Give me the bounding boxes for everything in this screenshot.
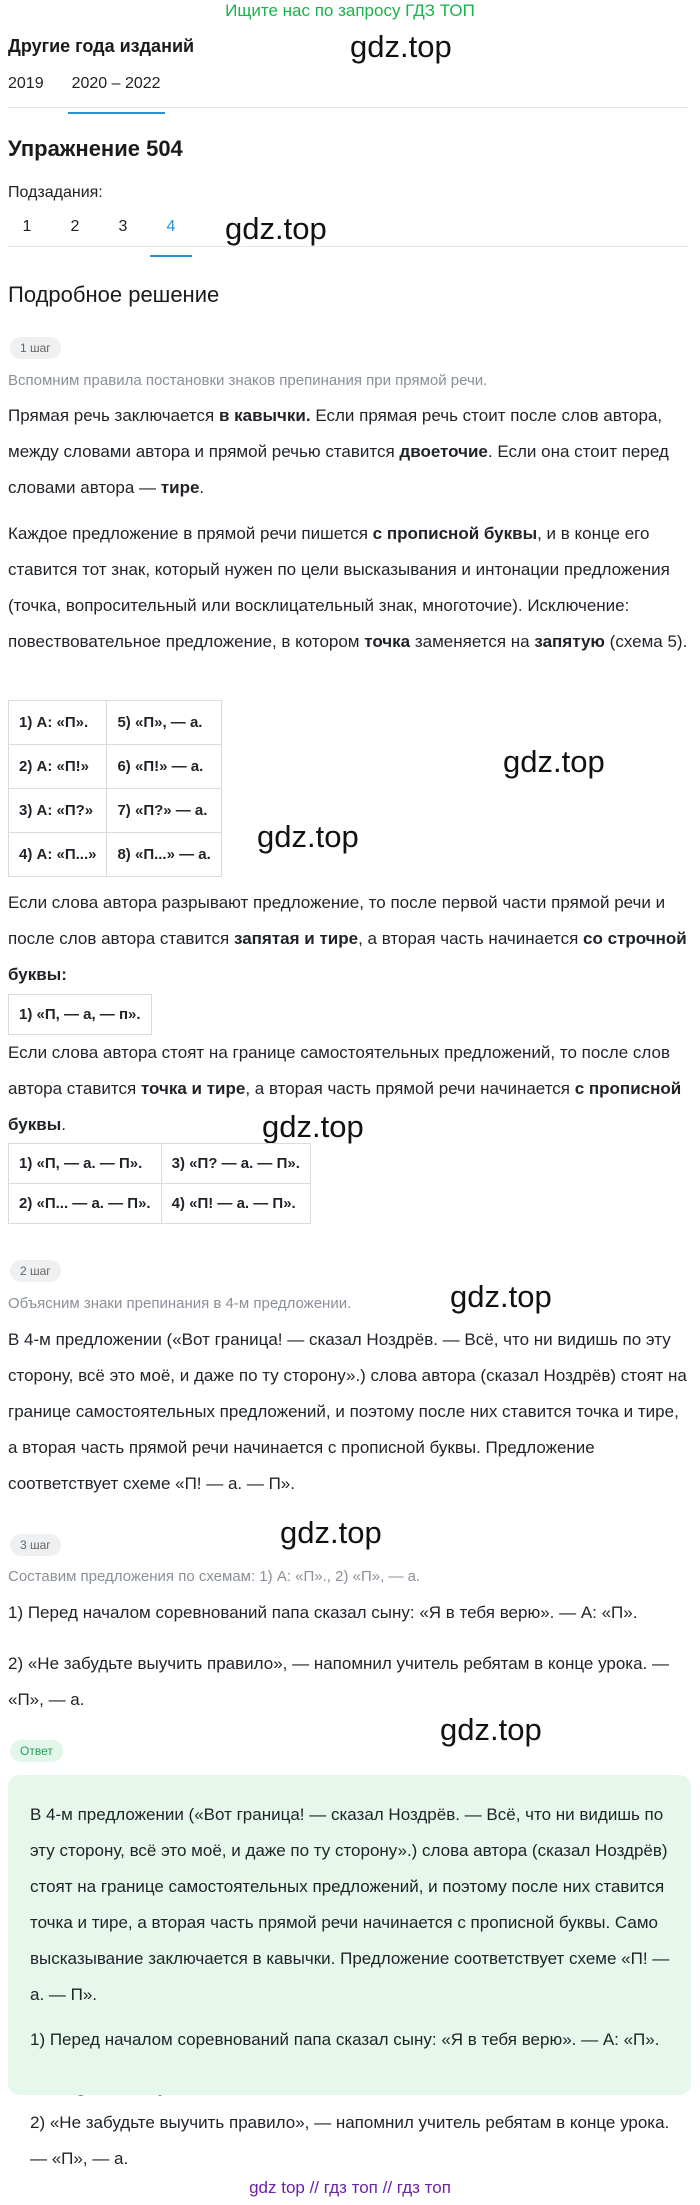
- schema-cell: 4) А: «П...»: [9, 833, 107, 877]
- watermark: gdz.top: [350, 29, 452, 64]
- schema-cell: 3) «П? — а. — П».: [161, 1144, 310, 1184]
- years-heading: Другие года изданий: [8, 36, 195, 56]
- divider: [8, 246, 688, 247]
- schema-cell: 2) А: «П!»: [9, 745, 107, 789]
- watermark: gdz.top: [280, 1515, 382, 1550]
- step-hint: Вспомним правила постановки знаков препинания при прямой речи.: [8, 372, 488, 389]
- tab-year-2020-2022[interactable]: 2020 – 2022: [72, 70, 161, 114]
- bold-term: запятую: [534, 632, 605, 651]
- bold-term: с прописной буквы: [8, 1079, 682, 1134]
- schema-cell: 7) «П?» — а.: [107, 789, 221, 833]
- schema-table-1: [8, 700, 222, 877]
- schema-cell: 6) «П!» — а.: [107, 745, 221, 789]
- bold-term: точка: [364, 632, 411, 651]
- search-banner: Ищите нас по запросу ГДЗ ТОП: [225, 1, 475, 20]
- paragraph: 1) Перед началом соревнований папа сказал сыну: «Я в тебя верю». — А: «П».: [8, 1603, 638, 1622]
- step-hint: Составим предложения по схемам: 1) А: «П»., 2) «П», — а.: [8, 1568, 421, 1585]
- schema-cell: 8) «П...» — а.: [107, 833, 221, 877]
- step-pill: 1 шаг: [10, 337, 61, 359]
- divider: [8, 107, 688, 108]
- schema-cell: 2) «П... — а. — П».: [9, 1184, 162, 1224]
- paragraph: В 4-м предложении («Вот граница! — сказал Ноздрёв. — Всё, что ни видишь по эту сторону, всё это моё, и даже по ту сторону».) слова автора (сказал Ноздрёв) стоят на границе самостоятельных предложений, и поэтому после них ставится точка и тире, а вторая часть прямой речи начинается с прописной буквы. Предложение соответствует схеме «П! — а. — П».: [8, 1330, 687, 1493]
- watermark: gdz.top: [503, 744, 605, 779]
- schema-cell: 1) «П, — а, — п».: [9, 995, 152, 1035]
- bold-term: со строчной буквы:: [8, 929, 687, 984]
- schema-cell: 1) А: «П».: [9, 701, 107, 745]
- watermark: gdz.top: [262, 1109, 364, 1144]
- bold-term: запятая и тире: [233, 929, 359, 948]
- watermark: gdz.top: [257, 819, 359, 854]
- answer-paragraph: 2) «Не забудьте выучить правило», — напомнил учитель ребятам в конце урока. — «П», — а.: [30, 2113, 670, 2168]
- bold-term: в кавычки.: [218, 406, 311, 425]
- tab-subtask-2[interactable]: 2: [70, 218, 80, 235]
- watermark: gdz.top: [225, 211, 327, 246]
- subtasks-label: Подзадания:: [8, 184, 103, 201]
- answer-paragraph: В 4-м предложении («Вот граница! — сказал Ноздрёв. — Всё, что ни видишь по эту сторону, всё это моё, и даже по ту сторону».) слова автора (сказал Ноздрёв) стоят на границе самостоятельных предложений, и поэтому после них ставится точка и тире, а вторая часть прямой речи начинается с прописной буквы. Само высказывание заключается в кавычки. Предложение соответствует схеме «П! — а. — П».: [30, 1805, 670, 2004]
- solution-title: Подробное решение: [8, 282, 220, 307]
- paragraph: 2) «Не забудьте выучить правило», — напомнил учитель ребятам в конце урока. — «П», — а.: [8, 1654, 669, 1709]
- rich-paragraph: Если слова автора разрывают предложение, то после первой части прямой речи и после слов автора ставится запятая и тире, а вторая часть начинается со строчной буквы:: [8, 893, 687, 984]
- schema-cell: 1) «П, — а. — П».: [9, 1144, 162, 1184]
- schema-cell: 3) А: «П?»: [9, 789, 107, 833]
- watermark: gdz.top: [450, 1279, 552, 1314]
- subtasks-tabs: [6, 213, 198, 257]
- tab-subtask-3[interactable]: 3: [118, 218, 128, 235]
- bold-term: точка и тире: [140, 1079, 246, 1098]
- rich-paragraph: Каждое предложение в прямой речи пишется с прописной буквы, и в конце его ставится тот знак, который нужен по цели высказывания и интонации предложения (точка, вопросительный или восклицательный знак, многоточие). Исключение: повествовательное предложение, в котором точка заменяется на запятую (схема 5).: [8, 524, 688, 651]
- footer-links[interactable]: gdz top // гдз топ // гдз топ: [249, 2178, 451, 2197]
- schema-table-3: [8, 1143, 311, 1224]
- schema-table-2: [8, 994, 152, 1035]
- answer-paragraph: 1) Перед началом соревнований папа сказал сыну: «Я в тебя верю». — А: «П».: [30, 2030, 660, 2049]
- tab-year-2019[interactable]: 2019: [8, 75, 44, 92]
- answer-pill: Ответ: [10, 1740, 63, 1762]
- step-pill: 3 шаг: [10, 1534, 61, 1556]
- rich-paragraph: Если слова автора стоят на границе самостоятельных предложений, то после слов автора ставится точка и тире, а вторая часть прямой речи начинается с прописной буквы.: [8, 1043, 682, 1134]
- step-pill: 2 шаг: [10, 1260, 61, 1282]
- bold-term: с прописной буквы: [372, 524, 538, 543]
- bold-term: тире: [160, 478, 200, 497]
- step-hint: Объясним знаки препинания в 4-м предложении.: [8, 1295, 352, 1312]
- exercise-title: Упражнение 504: [8, 136, 183, 161]
- schema-cell: 4) «П! — а. — П».: [161, 1184, 310, 1224]
- watermark: gdz.top: [440, 1712, 542, 1747]
- tab-subtask-4[interactable]: 4: [150, 213, 192, 257]
- rich-paragraph: Прямая речь заключается в кавычки. Если прямая речь стоит после слов автора, между словами автора и прямой речью ставится двоеточие. Если она стоит перед словами автора — тире.: [8, 406, 669, 497]
- schema-cell: 5) «П», — а.: [107, 701, 221, 745]
- tab-subtask-1[interactable]: 1: [22, 218, 32, 235]
- bold-term: двоеточие: [399, 442, 488, 461]
